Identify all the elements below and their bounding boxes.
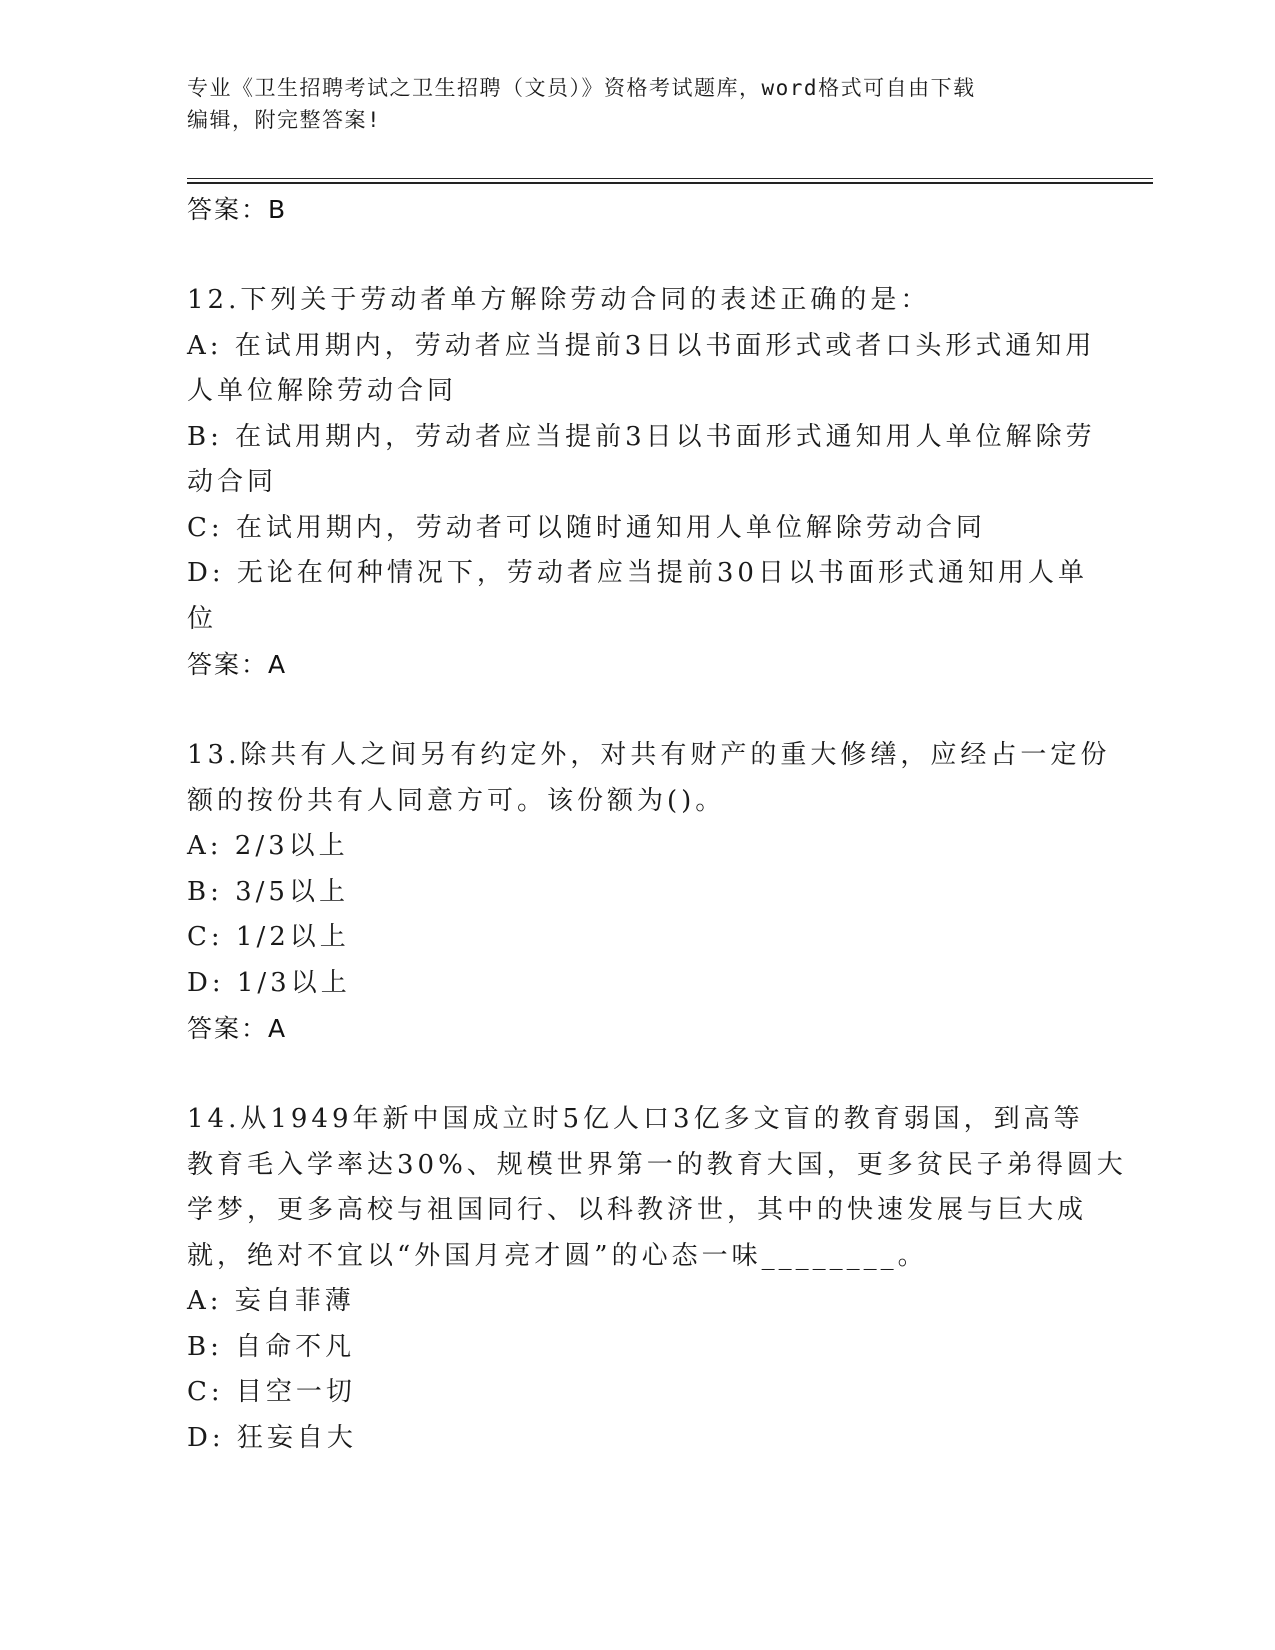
question-stem-line: 教育毛入学率达30%、规模世界第一的教育大国，更多贫民子弟得圆大 — [187, 1149, 1127, 1180]
option-c-line: C: 在试用期内，劳动者可以随时通知用人单位解除劳动合同 — [187, 512, 986, 543]
document-header — [187, 72, 1067, 136]
header-rule-thick — [187, 182, 1153, 184]
option-c-line: C: 1/2以上 — [187, 922, 350, 952]
header-rule-thin — [187, 178, 1153, 179]
header-line-2: 编辑，附完整答案! — [187, 108, 382, 132]
question-answer: 答案：A — [187, 1014, 288, 1043]
question-stem-line: 12.下列关于劳动者单方解除劳动合同的表述正确的是： — [187, 285, 931, 315]
spacer — [187, 233, 1087, 279]
question-13 — [187, 733, 1111, 1052]
header-line-1: 专业《卫生招聘考试之卫生招聘（文员）》资格考试题库，word格式可自由下载 — [187, 76, 976, 100]
option-b-line: 动合同 — [187, 467, 278, 497]
option-a-line: 人单位解除劳动合同 — [187, 376, 458, 406]
option-d-line: D: 1/3以上 — [187, 967, 351, 998]
option-d-line: 位 — [187, 603, 218, 634]
spacer — [187, 1052, 1087, 1098]
option-b-line: B: 3/5以上 — [187, 876, 349, 907]
previous-answer: 答案：B — [187, 195, 288, 224]
option-a-line: A: 妄自菲薄 — [187, 1286, 355, 1316]
question-answer: 答案：A — [187, 650, 288, 679]
spacer — [187, 688, 1087, 734]
question-stem-line: 14.从1949年新中国成立时5亿人口3亿多文盲的教育弱国，到高等 — [187, 1104, 1084, 1134]
option-b-line: B: 自命不凡 — [187, 1331, 356, 1362]
option-a-line: A: 在试用期内，劳动者应当提前3日以书面形式或者口头形式通知用 — [187, 330, 1096, 361]
document-content — [187, 187, 1127, 1461]
question-14 — [187, 1097, 1127, 1461]
question-12 — [187, 278, 1096, 688]
option-c-line: C: 目空一切 — [187, 1377, 356, 1407]
option-b-line: B: 在试用期内，劳动者应当提前3日以书面形式通知用人单位解除劳 — [187, 421, 1096, 452]
option-d-line: D: 无论在何种情况下，劳动者应当提前30日以书面形式通知用人单 — [187, 558, 1088, 588]
question-stem-line: 学梦，更多高校与祖国同行、以科教济世，其中的快速发展与巨大成 — [187, 1195, 1088, 1225]
question-stem-line: 13.除共有人之间另有约定外，对共有财产的重大修缮，应经占一定份 — [187, 740, 1111, 770]
question-stem-line: 额的按份共有人同意方可。该份额为()。 — [187, 785, 726, 816]
option-a-line: A: 2/3以上 — [187, 831, 349, 861]
question-stem-line: 就，绝对不宜以“外国月亮才圆”的心态一味________。 — [187, 1240, 928, 1271]
option-d-line: D: 狂妄自大 — [187, 1422, 357, 1453]
